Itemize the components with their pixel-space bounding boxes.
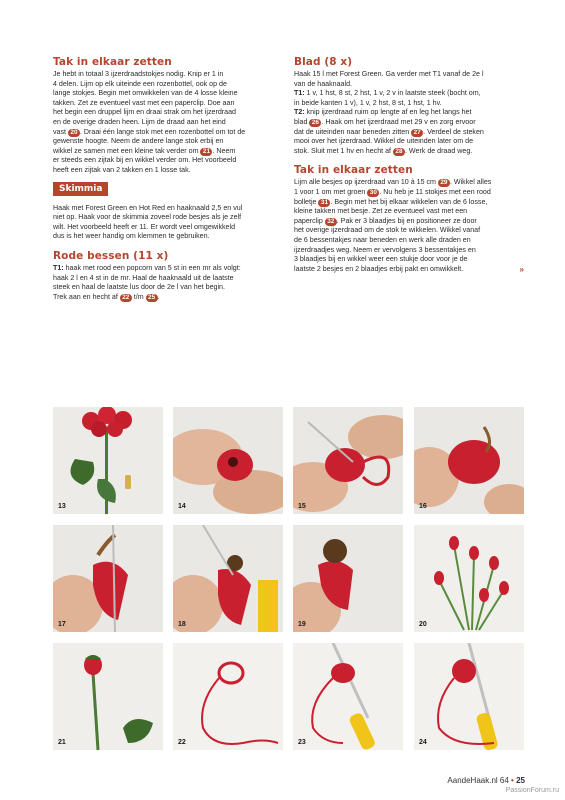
photo-number: 23 <box>298 739 306 746</box>
rode-bessen-paragraph: T1: haak met rood een popcorn van 5 st in een mr als volgt: haak 2 l en 4 st in de mr. Haal de haaknaald uit de laatste steek en haal de laatste lus door de 2e l van het begin. Trek aan en hecht af 22 t/m 25 . <box>53 263 241 301</box>
step-badge: 20 <box>68 129 80 137</box>
tak-right-paragraph: Lijm alle besjes op ijzerdraad van 10 à 15 cm 29 . Wikkel alles 1 voor 1 om met groen 30 . Nu heb je 11 stokjes met een rood bolletje 31 . Begin met het bij elkaar wikkelen van de 6 losse, kleine takken met besje. Zet ze eventueel vast met een paperclip 32 . Pak er 3 blaadjes bij en positioneer ze door het overige ijzerdraad om de stok te wikkelen. Wikkel vanaf de 6 bessentakjes naar beneden en werk alle draden en ijzerdraadjes weg. Neem er vervolgens 3 bessentakjes en 3 blaadjes bij en wikkel weer een stukje door voor je de laatste 2 besjes en 2 blaadjes erbij pakt en omwikkelt. » <box>294 178 524 274</box>
photo-19-image <box>293 525 403 632</box>
step-badge: 32 <box>325 218 337 226</box>
step-badge: 27 <box>411 129 423 137</box>
watermark: PassionForum.ru <box>505 787 559 794</box>
photo-number: 15 <box>298 503 306 510</box>
photo-22 <box>173 643 283 750</box>
page-footer <box>447 776 525 785</box>
photo-14-image <box>173 407 283 514</box>
step-badge: 25 <box>146 294 158 302</box>
photo-20-image <box>414 525 524 632</box>
photo-16-image <box>414 407 524 514</box>
tak-paragraph: Je hebt in totaal 3 ijzerdraadstokjes nodig. Knip er 1 in 4 delen. Lijm op elk uiteinde een rozenbottel, ook op de lange stokjes. Begin met omwikkelen van de 4 losse kleine takken. Zet ze eventueel vast met een paperclip. Doe aan het begin een druppel lijm en draai strak om het ijzerdraad en de overige draden heen. Lijm de draad aan het eind vast 20 . Draai één lange stok met een rozenbottel om tot de gewenste hoogte. Neem de andere lange stok erbij en wikkel ze samen met een kleine tak verder om 21 . Neem er steeds een zijtak bij en wikkel verder om. Het voorbeeld heeft een zijtak van 2 takken en 1 losse tak. <box>53 70 246 174</box>
photo-number: 18 <box>178 621 186 628</box>
footer-site: AandeHaak.nl 64 <box>447 776 509 785</box>
photo-15-image <box>293 407 403 514</box>
section-banner-skimmia: Skimmia <box>53 182 108 196</box>
photo-number: 19 <box>298 621 306 628</box>
photo-21 <box>53 643 163 750</box>
photo-number: 22 <box>178 739 186 746</box>
photo-number: 16 <box>419 503 427 510</box>
photo-24-image <box>414 643 524 750</box>
photo-21-image <box>53 643 163 750</box>
photo-17-image <box>53 525 163 632</box>
step-badge: 22 <box>120 294 132 302</box>
right-column <box>294 56 524 274</box>
photo-number: 13 <box>58 503 66 510</box>
step-badge: 28 <box>393 148 405 156</box>
photo-number: 24 <box>419 739 427 746</box>
continue-arrow-icon: » <box>519 264 524 274</box>
step-badge: 31 <box>318 199 330 207</box>
photo-number: 21 <box>58 739 66 746</box>
photo-19 <box>293 525 403 632</box>
step-badge: 30 <box>367 189 379 197</box>
photo-17 <box>53 525 163 632</box>
skimmia-paragraph: Haak met Forest Green en Hot Red en haaknaald 2,5 en vul niet op. Haak voor de skimmia zoveel rode besjes als je zelf wilt. Het voorbeeld heeft er 11. Er wordt veel omgewikkeld dus is het weer handig om klemmen te gebruiken. <box>53 203 243 241</box>
photo-13 <box>53 407 163 514</box>
left-column <box>53 56 283 302</box>
photo-18 <box>173 525 283 632</box>
photo-24 <box>414 643 524 750</box>
photo-23 <box>293 643 403 750</box>
photo-14 <box>173 407 283 514</box>
blad-paragraph: Haak 15 l met Forest Green. Ga verder met T1 vanaf de 2e l van de haaknaald. T1: 1 v, 1 hst, 8 st, 2 hst, 1 v, 2 v in laatste steek (bocht om, in beide kanten 1 v), 1 v, 2 hst, 8 st, 1 hst, 1 hv. T2: knip ijzerdraad ruim op lengte af en leg het langs het blad 26 . Haak om het ijzerdraad met 29 v en zorg ervoor dat de uiteinden naar beneden zitten 27 . Verdeel de steken mooi over het ijzerdraad. Wikkel de uiteinden later om de stok. Sluit met 1 hv en hecht af 28 . Werk de draad weg. <box>294 70 484 155</box>
photo-20 <box>414 525 524 632</box>
section-title-tak: Tak in elkaar zetten <box>53 56 172 68</box>
section-title-rode-bessen: Rode bessen (11 x) <box>53 249 169 262</box>
section-title-blad: Blad (8 x) <box>294 56 353 68</box>
page-number: 25 <box>516 776 525 785</box>
footer-separator: • <box>511 776 514 785</box>
section-title-tak-right: Tak in elkaar zetten <box>294 164 413 177</box>
photo-23-image <box>293 643 403 750</box>
photo-18-image <box>173 525 283 632</box>
step-badge: 26 <box>309 119 321 127</box>
photo-15 <box>293 407 403 514</box>
photo-16 <box>414 407 524 514</box>
photo-number: 20 <box>419 621 427 628</box>
step-badge: 21 <box>200 148 212 156</box>
photo-number: 17 <box>58 621 66 628</box>
photo-number: 14 <box>178 503 186 510</box>
photo-13-image <box>53 407 163 514</box>
photo-22-image <box>173 643 283 750</box>
step-badge: 29 <box>438 179 450 187</box>
